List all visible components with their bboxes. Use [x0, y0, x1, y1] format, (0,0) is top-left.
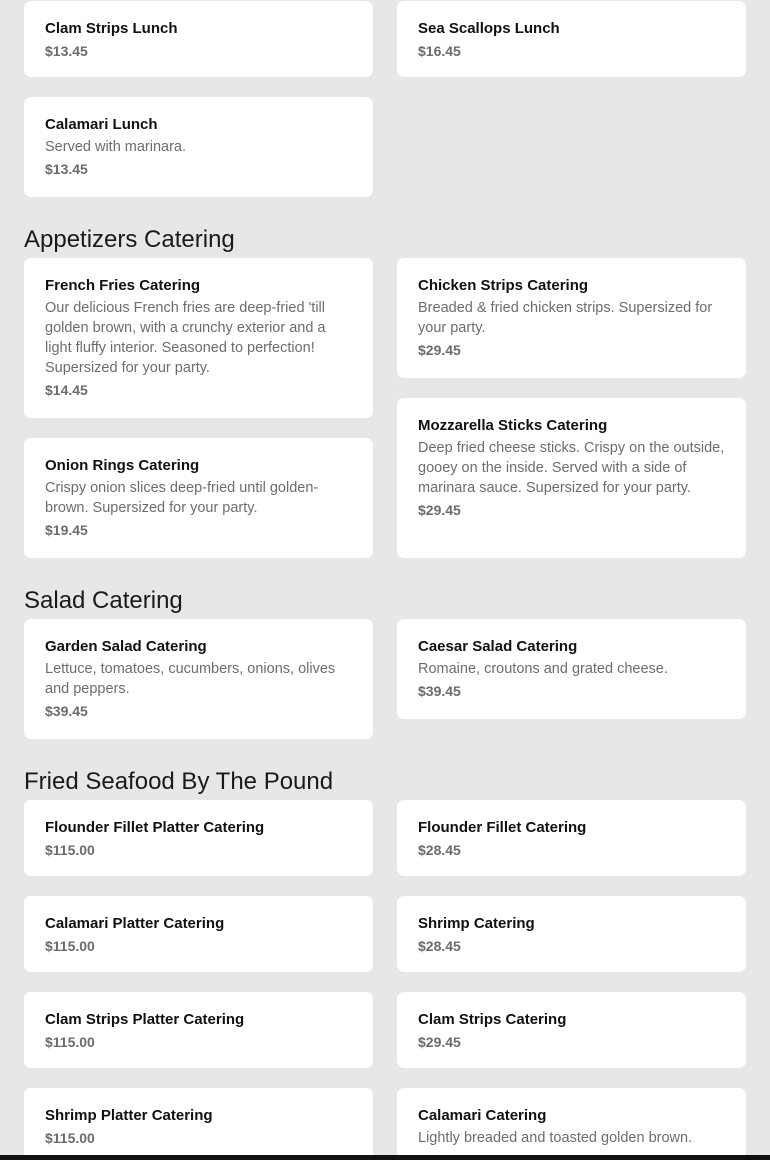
item-price: $16.45 — [418, 43, 461, 59]
section-title-seafood: Fried Seafood By The Pound — [24, 768, 334, 795]
item-price: $39.45 — [45, 703, 88, 719]
menu-item-card[interactable] — [397, 992, 746, 1068]
item-price: $19.45 — [45, 522, 88, 538]
item-description: Romaine, croutons and grated cheese. — [418, 661, 668, 677]
menu-item-card[interactable] — [24, 438, 373, 558]
item-name: Clam Strips Catering — [418, 1011, 567, 1028]
item-price: $115.00 — [45, 938, 95, 954]
item-price: $29.45 — [418, 1034, 461, 1050]
menu-item-card[interactable] — [397, 619, 746, 719]
menu-item-card[interactable] — [24, 896, 373, 972]
item-name: Flounder Fillet Platter Catering — [45, 819, 265, 836]
item-price: $29.45 — [418, 342, 461, 358]
menu-item-card[interactable] — [24, 1, 373, 77]
item-price: $28.45 — [418, 842, 461, 858]
menu-item-card[interactable] — [397, 896, 746, 972]
menu-item-card[interactable] — [397, 800, 746, 876]
item-description: Our delicious French fries are deep-fried 'till golden brown, with a crunchy exterior and a light fluffy interior. Seasoned to perfection! Supersized for your party. — [45, 300, 326, 376]
item-name: Shrimp Catering — [418, 915, 535, 932]
item-description: Served with marinara. — [45, 139, 187, 155]
menu-item-card[interactable] — [397, 398, 746, 558]
menu-item-card[interactable] — [24, 619, 373, 739]
item-name: Mozzarella Sticks Catering — [418, 417, 608, 434]
menu-item-card[interactable] — [24, 1088, 373, 1156]
item-price: $28.45 — [418, 938, 461, 954]
item-price: $115.00 — [45, 1034, 95, 1050]
item-price: $13.45 — [45, 43, 88, 59]
item-name: Chicken Strips Catering — [418, 277, 589, 294]
item-price: $29.45 — [418, 502, 461, 518]
item-name: Caesar Salad Catering — [418, 638, 578, 655]
menu-item-card[interactable] — [397, 1088, 746, 1156]
section-title-salad: Salad Catering — [24, 587, 183, 614]
item-name: Clam Strips Platter Catering — [45, 1011, 245, 1028]
item-name: Clam Strips Lunch — [45, 20, 178, 37]
menu-item-card[interactable] — [24, 258, 373, 418]
menu-item-card[interactable] — [397, 1, 746, 77]
item-name: Flounder Fillet Catering — [418, 819, 587, 836]
item-description: Lettuce, tomatoes, cucumbers, onions, olives and peppers. — [45, 661, 336, 697]
item-name: Calamari Platter Catering — [45, 915, 225, 932]
menu-item-card[interactable] — [397, 258, 746, 378]
item-price: $14.45 — [45, 382, 88, 398]
item-description: Deep fried cheese sticks. Crispy on the outside, gooey on the inside. Served with a side of marinara sauce. Supersized for your party. — [418, 440, 725, 496]
item-name: Onion Rings Catering — [45, 457, 200, 474]
menu-item-card[interactable] — [24, 992, 373, 1068]
item-name: Sea Scallops Lunch — [418, 20, 560, 37]
item-description: Crispy onion slices deep-fried until golden-brown. Supersized for your party. — [45, 480, 319, 516]
bottom-bar — [0, 1155, 770, 1160]
item-name: Calamari Catering — [418, 1107, 547, 1124]
item-price: $115.00 — [45, 1130, 95, 1146]
item-price: $115.00 — [45, 842, 95, 858]
item-name: Shrimp Platter Catering — [45, 1107, 213, 1124]
item-description: Lightly breaded and toasted golden brown. — [418, 1130, 693, 1146]
menu-item-card[interactable] — [24, 800, 373, 876]
menu-item-card[interactable] — [24, 97, 373, 197]
item-name: Calamari Lunch — [45, 116, 158, 133]
item-name: French Fries Catering — [45, 277, 201, 294]
item-description: Breaded & fried chicken strips. Supersized for your party. — [418, 300, 713, 336]
section-title-appetizers: Appetizers Catering — [24, 226, 235, 253]
item-name: Garden Salad Catering — [45, 638, 207, 655]
item-price: $39.45 — [418, 683, 461, 699]
item-price: $13.45 — [45, 161, 88, 177]
